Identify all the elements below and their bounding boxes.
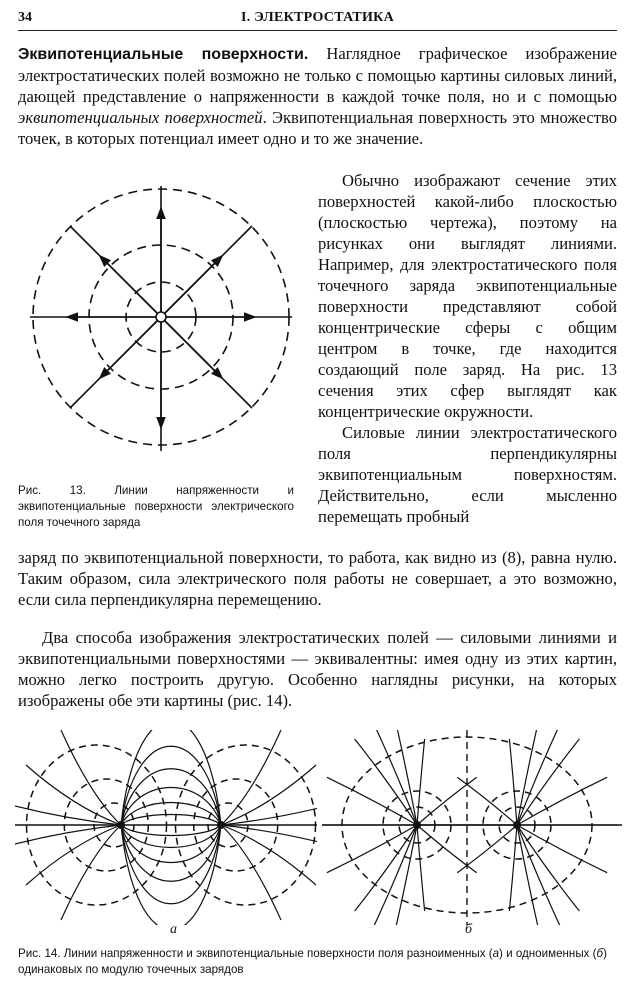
figure-14b-label: б — [465, 922, 473, 937]
arrow-down-right — [161, 317, 220, 376]
charge-left — [413, 821, 421, 829]
field-line — [221, 825, 317, 845]
field-line — [26, 825, 121, 885]
figure-13-point-charge — [30, 185, 294, 453]
field-line — [121, 815, 221, 826]
paragraph-two-methods: Два способа изображения электростатических полей — силовыми линиями и эквипотенциальными поверхностями — эквивалентны: имея одну из этих картин, можно легко построить другую. Особенно наглядны рисунки, на которых изображены обе эти картины (рис. 14). — [18, 628, 617, 710]
charge-left — [117, 821, 125, 829]
field-line — [121, 769, 221, 825]
field-line — [221, 825, 316, 885]
field-line — [355, 739, 417, 825]
side-paragraph-1: Обычно изображают сечение этих поверхностей какой-либо плоскостью (плоскостью чертежа), поэтому на рисунках они выглядят линиями. Например, для электростатического поля точечного заряда эквипотенциальные поверхности представляют собой концентрические сферы с общим центром в точке, где находится создающий поле заряд. На рис. 13 сечения этих сфер выглядят как концентрические окружности. — [318, 171, 617, 421]
field-line — [121, 825, 221, 836]
field-line — [457, 825, 517, 873]
field-line — [327, 825, 417, 873]
field-line — [509, 739, 517, 825]
field-line — [417, 825, 425, 911]
field-line — [355, 825, 417, 911]
figure-14b-like-charges — [322, 730, 622, 925]
field-line — [517, 739, 579, 825]
field-line — [121, 825, 221, 848]
arrow-up-left — [102, 258, 161, 317]
header-rule — [18, 30, 617, 31]
field-line — [509, 825, 517, 911]
field-line — [26, 765, 121, 825]
p1-italic-term: эквипотенциальных поверхностей — [18, 108, 263, 127]
arrow-up-right — [161, 258, 220, 317]
fig14-caption-letter-a: а — [492, 947, 500, 960]
side-paragraph-2: Силовые линии электростатического поля перпендикулярны эквипотенциальным поверхностям. Действительно, если мысленно перемещать пробный — [318, 423, 617, 526]
field-line — [371, 825, 417, 925]
field-line — [417, 739, 425, 825]
field-line — [517, 825, 563, 925]
fig14-caption-part-b: ) и одноименных ( — [499, 947, 597, 960]
paragraph-work-zero: заряд по эквипотенциальной поверхности, то работа, как видно из (8), равна нулю. Таким образом, сила электрического поля работы не совершает, а это возможно, если сила перпендикулярна перемещению. — [18, 548, 617, 609]
field-line — [417, 777, 477, 825]
field-line — [121, 803, 221, 826]
p1-text-a: Наглядное графическое изображение электростатических полей возможно не только с помощью картины силовых линий, дающей представление о напряженности в каждой точке поля, но и с помощью — [18, 44, 618, 106]
field-line — [517, 730, 563, 825]
fig14-caption-part-a: Рис. 14. Линии напряженности и эквипотенциальные поверхности поля разноименных ( — [18, 947, 493, 960]
fig14-caption-part-c: ) одинаковых по модулю точечных зарядов — [18, 947, 607, 976]
field-line — [221, 805, 317, 825]
page-number: 34 — [18, 10, 32, 25]
fig14-caption-letter-b: б — [596, 947, 604, 960]
arrow-down-left — [102, 317, 161, 376]
field-line — [121, 825, 221, 863]
figure-14-caption — [18, 946, 618, 978]
p1-text-b: . Эквипотенциальная поверхность это множество точек, в которых потенциал имеет одно и то же значение. — [18, 108, 618, 148]
field-line — [221, 765, 316, 825]
charge-right — [513, 821, 521, 829]
page-header — [18, 10, 617, 30]
field-line — [121, 825, 221, 881]
charge-right — [217, 821, 225, 829]
field-line — [371, 730, 417, 825]
figure-14a-opposite-charges — [15, 730, 317, 925]
paragraph-equipotential-intro — [18, 43, 617, 149]
field-line — [327, 777, 417, 825]
running-title: I. ЭЛЕКТРОСТАТИКА — [240, 10, 395, 25]
figure-14a-label: а — [170, 922, 177, 937]
point-charge — [156, 312, 166, 322]
field-line — [517, 825, 607, 873]
figure-13-caption: Рис. 13. Линии напряженности и эквипотенциальные поверхности электрического поля точечного заряда — [18, 484, 294, 529]
section-heading: Эквипотенциальные поверхности. — [18, 46, 309, 63]
field-line — [517, 777, 607, 825]
side-column — [318, 170, 617, 527]
